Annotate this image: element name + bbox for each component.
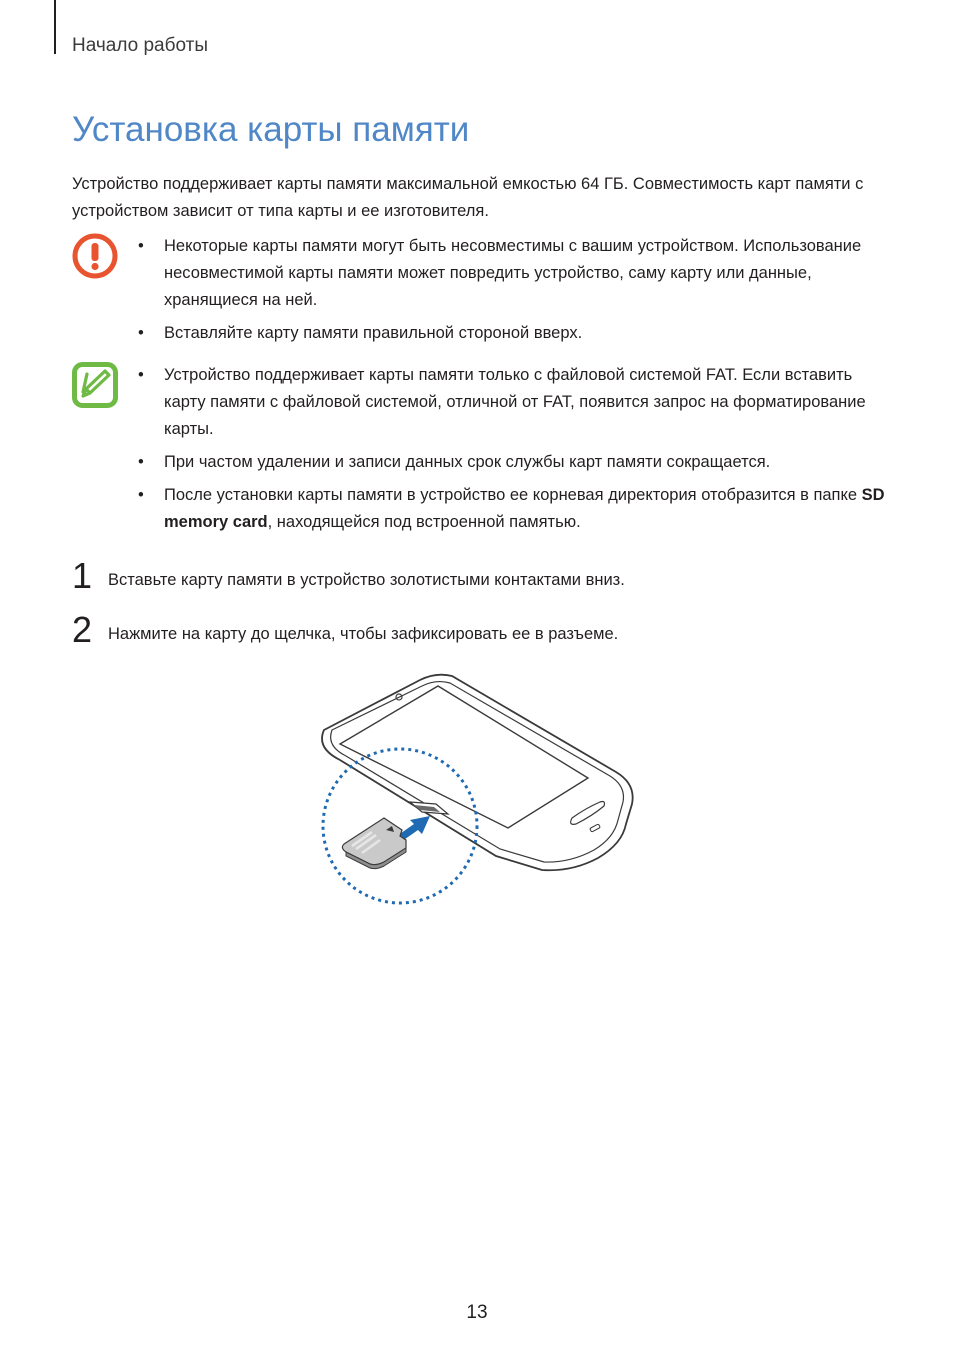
warning-icon xyxy=(72,233,118,279)
tablet-memory-card-illustration xyxy=(310,668,650,910)
note-list xyxy=(138,362,888,542)
step-text: Вставьте карту памяти в устройство золотистыми контактами вниз. xyxy=(108,571,625,589)
step-text: Нажмите на карту до щелчка, чтобы зафиксировать ее в разъеме. xyxy=(108,625,619,643)
memory-card xyxy=(342,818,406,869)
intro-paragraph: Устройство поддерживает карты памяти максимальной емкостью 64 ГБ. Совместимость карт памяти с устройством зависит от типа карты и ее изготовителя. xyxy=(72,175,864,220)
step-number: 2 xyxy=(72,609,93,650)
list-item: • При частом удалении и записи данных срок службы карт памяти сокращается. xyxy=(138,449,888,476)
bullet: • xyxy=(138,453,144,471)
note-icon xyxy=(72,362,118,408)
section-header: Начало работы xyxy=(72,35,209,56)
list-item: • Устройство поддерживает карты памяти только с файловой системой FAT. Если вставить карту памяти с файловой системой, отличной от FAT, появится запрос на форматирование карты. xyxy=(138,362,888,443)
step-number: 1 xyxy=(72,555,93,596)
caution-list xyxy=(138,233,888,353)
note-block xyxy=(72,362,902,542)
bullet: • xyxy=(138,324,144,342)
list-item: • Некоторые карты памяти могут быть несовместимы с вашим устройством. Использование несовместимой карты памяти может повредить устройство, саму карту или данные, хранящиеся на ней. xyxy=(138,233,888,314)
list-item: • Вставляйте карту памяти правильной стороной вверх. xyxy=(138,320,888,347)
header-divider xyxy=(54,0,56,54)
page-number: 13 xyxy=(466,1302,488,1323)
list-item: • После установки карты памяти в устройство ее корневая директория отобразится в папке SD memory card, находящейся под встроенной памятью. xyxy=(138,482,888,536)
folder-name: SD memory card xyxy=(164,486,885,531)
caution-block xyxy=(72,233,902,343)
bullet: • xyxy=(138,366,144,384)
bullet: • xyxy=(138,237,144,255)
bullet: • xyxy=(138,486,144,504)
page-title: Установка карты памяти xyxy=(72,110,470,149)
